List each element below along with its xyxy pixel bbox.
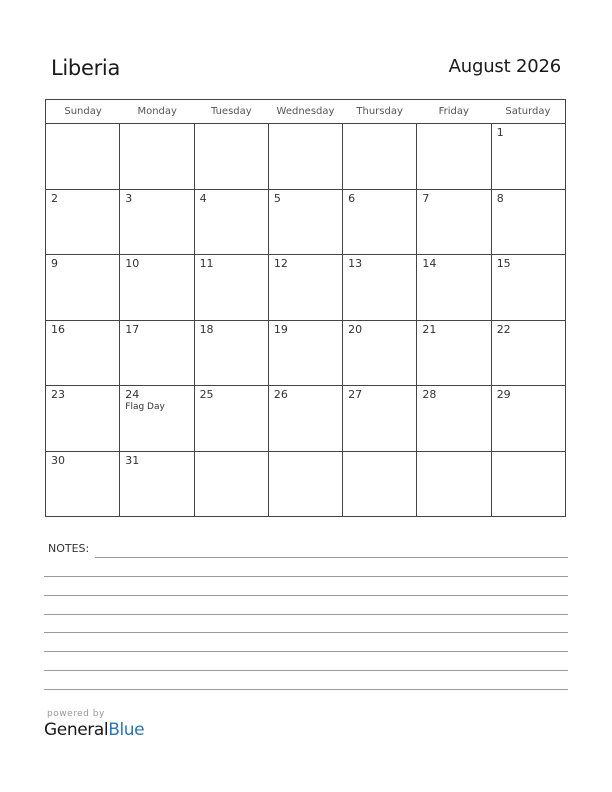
day-cell	[492, 124, 565, 189]
day-cell	[269, 124, 343, 189]
note-line	[44, 689, 568, 690]
brand-logo	[44, 720, 144, 740]
day-number: 23	[51, 388, 65, 401]
month-title: August 2026	[448, 56, 561, 77]
day-cell	[46, 255, 120, 320]
day-cell	[417, 452, 491, 518]
day-number: 15	[496, 257, 511, 270]
day-cell	[120, 386, 194, 451]
note-line	[44, 632, 568, 633]
note-line	[44, 651, 568, 652]
weekday-header-row	[46, 100, 565, 124]
week-row	[46, 386, 565, 452]
note-line	[44, 614, 568, 615]
weekday-saturday: Saturday	[505, 106, 551, 117]
day-cell	[120, 452, 194, 518]
day-number: 27	[348, 388, 363, 401]
day-number: 8	[496, 191, 504, 205]
day-number: 9	[51, 257, 58, 270]
day-cell	[417, 386, 491, 451]
day-number: 20	[348, 322, 363, 336]
calendar-weeks	[46, 124, 565, 517]
day-cell	[269, 255, 343, 320]
page-title: Liberia	[51, 56, 121, 80]
day-cell	[343, 321, 417, 386]
day-cell	[417, 124, 491, 189]
week-row	[46, 255, 565, 321]
note-line	[95, 557, 568, 558]
note-line	[44, 576, 568, 577]
day-cell	[269, 386, 343, 451]
day-cell	[46, 452, 120, 518]
calendar-grid	[45, 99, 566, 517]
day-cell	[343, 190, 417, 255]
day-cell	[269, 321, 343, 386]
day-cell	[195, 452, 269, 518]
day-cell	[46, 386, 120, 451]
weekday-friday: Friday	[438, 106, 469, 117]
day-number: 22	[496, 322, 511, 336]
day-number: 4	[199, 191, 207, 205]
weekday-sunday: Sunday	[64, 106, 102, 117]
week-row	[46, 190, 565, 256]
day-cell	[417, 190, 491, 255]
day-number: 5	[273, 191, 281, 205]
weekday-monday: Monday	[137, 106, 177, 117]
powered-by-text: powered by	[47, 709, 105, 719]
day-number: 10	[125, 257, 140, 270]
day-number: 16	[51, 322, 65, 336]
day-number: 3	[125, 191, 133, 205]
day-cell	[343, 124, 417, 189]
weekday-tuesday: Tuesday	[211, 106, 252, 117]
day-number: 21	[422, 322, 437, 336]
day-number: 18	[199, 322, 214, 336]
day-number: 25	[199, 388, 214, 401]
day-number: 17	[125, 322, 140, 336]
day-number: 14	[422, 257, 437, 270]
day-cell	[120, 321, 194, 386]
day-number: 30	[51, 453, 65, 467]
day-cell	[46, 190, 120, 255]
notes-label: NOTES:	[48, 542, 90, 555]
day-cell	[120, 255, 194, 320]
day-cell	[343, 452, 417, 518]
day-cell	[492, 255, 565, 320]
day-cell	[195, 321, 269, 386]
day-number: 31	[125, 453, 140, 467]
weekday-thursday: Thursday	[356, 106, 403, 117]
day-cell	[492, 386, 565, 451]
week-row	[46, 452, 565, 518]
day-cell	[343, 386, 417, 451]
day-number: 12	[273, 257, 288, 270]
day-number: 28	[422, 388, 437, 401]
day-cell	[269, 452, 343, 518]
day-cell	[195, 190, 269, 255]
day-cell	[195, 124, 269, 189]
day-cell	[492, 321, 565, 386]
day-number: 2	[51, 191, 58, 205]
holiday-label: Flag Day	[125, 402, 165, 412]
brand-logo-general: General	[44, 720, 109, 740]
day-number: 26	[273, 388, 288, 401]
day-cell	[46, 321, 120, 386]
day-cell	[417, 321, 491, 386]
day-number: 6	[348, 191, 356, 205]
day-number: 7	[422, 191, 430, 205]
day-number: 19	[273, 322, 288, 336]
day-cell	[492, 452, 565, 518]
day-cell	[269, 190, 343, 255]
day-number: 13	[348, 257, 363, 270]
note-line	[44, 595, 568, 596]
week-row	[46, 124, 565, 190]
day-cell	[343, 255, 417, 320]
day-number: 29	[496, 388, 511, 401]
week-row	[46, 321, 565, 387]
day-number: 11	[199, 257, 214, 270]
weekday-wednesday: Wednesday	[276, 106, 335, 117]
day-cell	[195, 386, 269, 451]
day-number: 1	[496, 126, 504, 139]
note-line	[44, 670, 568, 671]
day-cell	[120, 124, 194, 189]
day-cell	[492, 190, 565, 255]
day-cell	[46, 124, 120, 189]
brand-logo-blue: Blue	[108, 720, 145, 740]
day-cell	[195, 255, 269, 320]
day-cell	[417, 255, 491, 320]
day-cell	[120, 190, 194, 255]
day-number: 24	[125, 388, 140, 401]
